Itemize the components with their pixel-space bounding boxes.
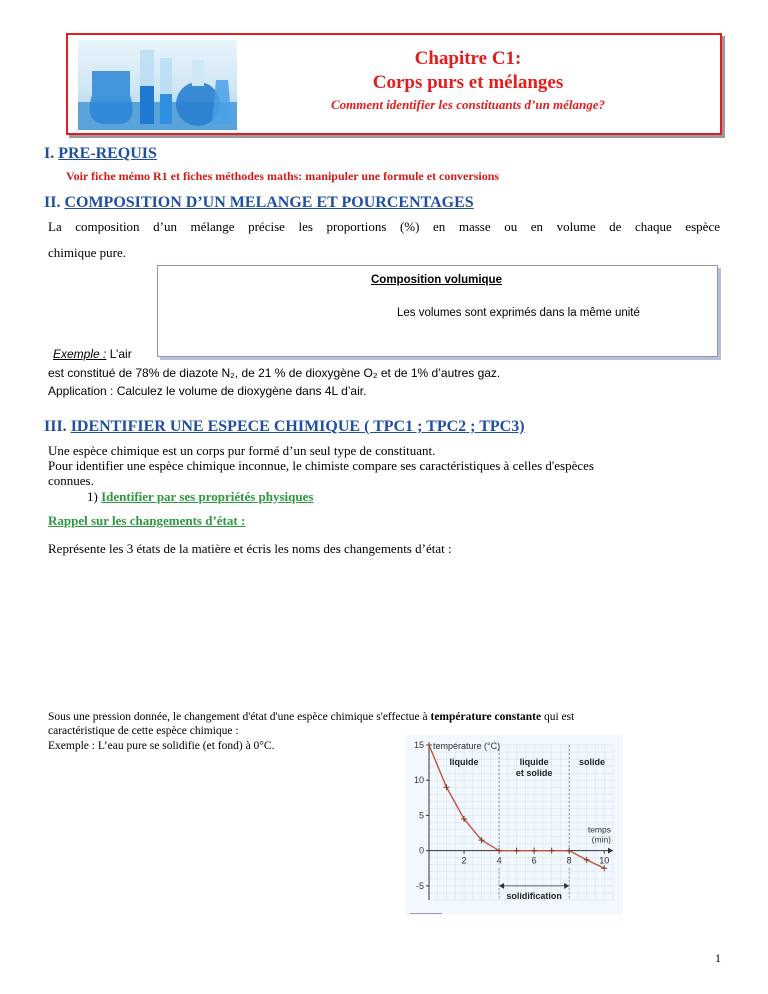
- region-label: liquide: [519, 757, 549, 767]
- data-point: [566, 848, 572, 854]
- region-label: liquide: [449, 757, 479, 767]
- y-tick-label: 0: [418, 845, 424, 856]
- y-axis-label: température (°C): [433, 741, 501, 751]
- chapter-title: Corps purs et mélanges: [372, 72, 564, 93]
- data-point: [531, 848, 537, 854]
- section-3-heading: [44, 418, 525, 436]
- y-tick-label: -5: [415, 880, 424, 891]
- x-tick-label: 10: [599, 855, 610, 866]
- data-point: [444, 784, 450, 790]
- volume-composition-title: Composition volumique: [371, 274, 502, 286]
- cooling-curve-chart: [405, 735, 623, 915]
- chapter-subtitle: Comment identifier les constituants d’un mélange?: [330, 97, 606, 112]
- x-tick-label: 4: [496, 855, 502, 866]
- region-label: solide: [578, 757, 605, 767]
- data-point: [601, 865, 607, 871]
- identification-paragraph: Pour identifier une espèce chimique inconnue, le chimiste compare ses caractéristiques à celles d'espèces: [48, 458, 594, 473]
- section-3-title: IDENTIFIER UNE ESPECE CHIMIQUE ( TPC1 ; TPC2 ; TPC3): [70, 418, 525, 435]
- example-lead: [53, 347, 132, 361]
- region-label: et solide: [515, 768, 553, 778]
- solidification-label: solidification: [506, 891, 562, 901]
- y-tick-label: 15: [413, 740, 424, 750]
- page-number: 1: [715, 951, 721, 965]
- section-1-number: I.: [44, 145, 55, 162]
- x-axis-arrow: [608, 848, 613, 854]
- data-point: [426, 742, 432, 748]
- figure-underline: [410, 913, 442, 914]
- prereq-note: Voir fiche mémo R1 et fiches méthodes maths: manipuler une formule et conversions: [66, 169, 500, 183]
- section-2-heading: [44, 194, 474, 212]
- air-composition-text: est constitué de 78% de diazote N₂, de 21 % de dioxygène O₂ et de 1% d’autres gaz.: [48, 366, 501, 380]
- y-tick-label: 5: [418, 810, 424, 821]
- x-axis-label: temps: [587, 824, 611, 835]
- volume-unit-note: Les volumes sont exprimés dans la même unité: [397, 307, 640, 319]
- example-lead-text: L’air: [109, 347, 132, 361]
- section-2-title: COMPOSITION D’UN MELANGE ET POURCENTAGES: [64, 194, 474, 211]
- section-2-number: II.: [44, 194, 61, 211]
- state-change-reminder: Rappel sur les changements d’état :: [48, 513, 246, 528]
- data-point: [514, 848, 520, 854]
- state-change-instruction: Représente les 3 états de la matière et écris les noms des changements d’état :: [48, 541, 452, 556]
- x-tick-label: 2: [461, 855, 467, 866]
- section-3-number: III.: [44, 418, 67, 435]
- subsection-1-title: Identifier par ses propriétés physiques: [101, 489, 314, 504]
- composition-paragraph-end: chimique pure.: [48, 245, 126, 260]
- subsection-1-number: 1): [87, 489, 98, 504]
- subsection-1-heading: [87, 489, 313, 505]
- section-1-heading: [44, 145, 157, 163]
- constant-temperature-text-b: qui est: [541, 711, 575, 723]
- constant-temperature-text: [48, 711, 574, 723]
- identification-paragraph-end: connues.: [48, 473, 94, 488]
- data-point: [496, 848, 502, 854]
- data-point: [549, 848, 555, 854]
- chapter-number: Chapitre C1:: [414, 48, 522, 69]
- y-tick-label: 10: [413, 775, 424, 786]
- x-axis-label-unit: (min): [591, 834, 611, 845]
- example-label: Exemple :: [53, 347, 107, 361]
- cooling-curve-svg: [405, 735, 623, 915]
- laboratory-glassware-image: [78, 40, 237, 130]
- x-tick-label: 6: [531, 855, 537, 866]
- characteristic-text: caractéristique de cette espèce chimique :: [48, 725, 239, 737]
- x-tick-label: 8: [566, 855, 572, 866]
- water-example: Exemple : L’eau pure se solidifie (et fond) à 0°C.: [48, 740, 275, 752]
- application-question: Application : Calculez le volume de dioxygène dans 4L d’air.: [48, 384, 367, 398]
- constant-temperature-bold: température constante: [430, 711, 542, 723]
- constant-temperature-text-a: Sous une pression donnée, le changement d'état d'une espèce chimique s'effectue à: [48, 711, 431, 723]
- section-1-title: PRE-REQUIS: [58, 145, 157, 162]
- species-definition: Une espèce chimique est un corps pur formé d’un seul type de constituant.: [48, 443, 436, 458]
- composition-paragraph: La composition d’un mélange précise les proportions (%) en masse ou en volume de chaque espèce: [48, 219, 720, 234]
